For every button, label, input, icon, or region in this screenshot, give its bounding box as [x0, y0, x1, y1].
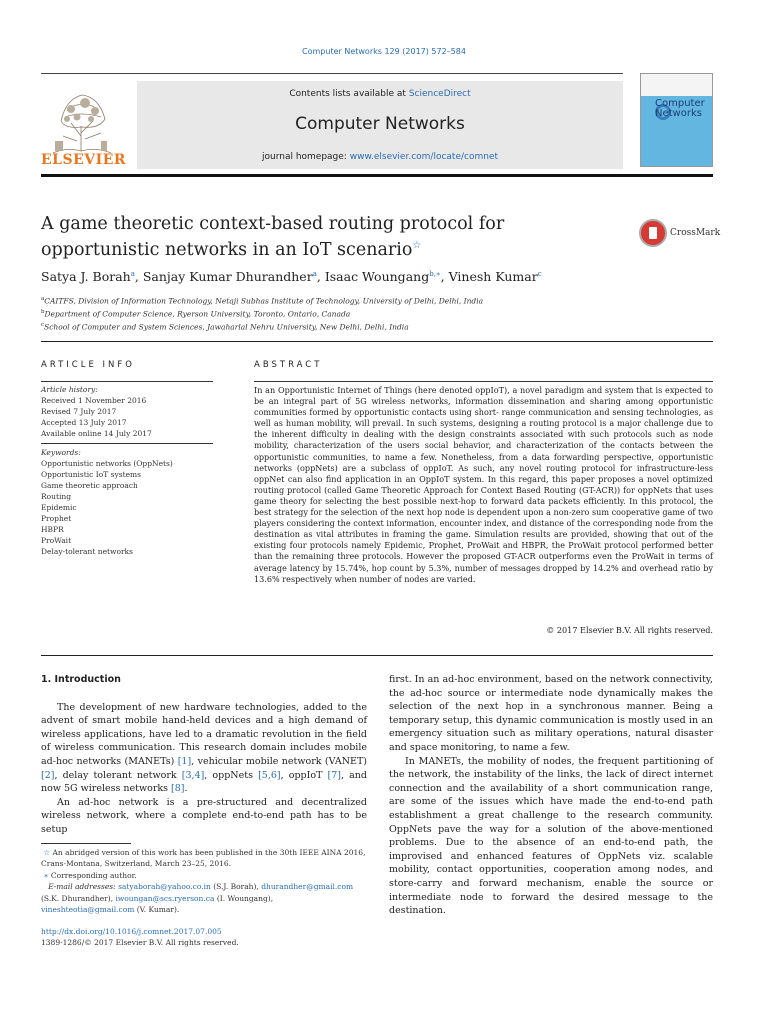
author-name: Vinesh Kumar [448, 269, 538, 284]
reference-link[interactable]: [7] [327, 769, 341, 781]
email-link[interactable]: iwoungan@scs.ryerson.ca [115, 893, 215, 903]
author-name: Isaac Woungang [324, 269, 430, 284]
cover-title-line1: Computer [655, 98, 705, 109]
paragraph-text: , vehicular mobile network (VANET) [191, 755, 367, 767]
doi-link[interactable]: http://dx.doi.org/10.1016/j.comnet.2017.07.005 [41, 927, 222, 936]
keywords-label: Keywords: [41, 448, 81, 457]
corresponding-text: Corresponding author. [50, 870, 137, 880]
email-link[interactable]: dhurandher@gmail.com [261, 882, 354, 892]
history-item: Received 1 November 2016 [41, 396, 147, 405]
affil-text: Department of Computer Science, Ryerson University, Toronto, Ontario, Canada [44, 309, 351, 319]
article-info [41, 381, 213, 557]
author-name: Sanjay Kumar Dhurandher [142, 269, 313, 284]
info-separator [41, 443, 213, 444]
keyword-item[interactable]: Opportunistic IoT systems [41, 470, 141, 479]
masthead-center-box [137, 81, 623, 169]
reference-link[interactable]: [8] [171, 783, 185, 795]
intro-paragraph-2: An ad-hoc network is a pre-structured and decentralized wireless network, where a complete end-to-end path has to be setup [41, 796, 367, 835]
crossmark-badge[interactable] [639, 217, 719, 249]
keyword-item[interactable]: Delay-tolerant networks [41, 547, 133, 556]
author-affil-mark[interactable]: a [130, 269, 135, 278]
keyword-item[interactable]: Prophet [41, 514, 72, 523]
doi-block [41, 926, 239, 949]
cover-title-line2: Networks [655, 108, 702, 119]
contents-line [137, 89, 623, 99]
history-item: Available online 14 July 2017 [41, 429, 152, 438]
abstract-heading: ABSTRACT [254, 360, 323, 370]
masthead-top-rule [41, 73, 623, 74]
contents-prefix: Contents lists available at [289, 89, 409, 99]
issn-line: 1389-1286/© 2017 Elsevier B.V. All rights reserved. [41, 938, 239, 948]
email-addresses [41, 881, 367, 915]
affil-mark: a [41, 296, 45, 302]
crossmark-label: CrossMark [670, 228, 721, 238]
sciencedirect-link[interactable]: ScienceDirect [408, 89, 471, 99]
cover-title [655, 98, 705, 119]
keyword-item[interactable]: Game theoretic approach [41, 481, 138, 490]
homepage-prefix: journal homepage: [261, 152, 350, 162]
affiliation-item [41, 320, 713, 333]
email-owner: (I. Woungang), [214, 893, 274, 903]
journal-citation[interactable]: Computer Networks 129 (2017) 572–584 [302, 47, 466, 56]
keyword-item[interactable]: Opportunistic networks (OppNets) [41, 459, 173, 468]
section-heading-introduction: 1. Introduction [41, 674, 121, 685]
history-item: Accepted 13 July 2017 [41, 418, 127, 427]
paragraph-text: , oppIoT [280, 769, 328, 781]
journal-name: Computer Networks [295, 114, 465, 134]
affiliation-item [41, 307, 713, 320]
paragraph-text: , and now 5G wireless networks [41, 769, 367, 795]
corresponding-footnote: ∗ Corresponding author. [43, 870, 137, 880]
keyword-item[interactable]: Routing [41, 492, 72, 501]
author-list: Satya J. Borah$^a$, Sanjay Kumar Dhurandher$^a$, Isaac Woungang$^{b,∗}$, Vinesh Kumar$^c$ [41, 269, 542, 284]
paragraph-text: . [184, 783, 188, 795]
masthead-bottom-rule [41, 174, 713, 177]
title-footnote: ☆ An abridged version of this work has been published in the 30th IEEE AINA 2016, Crans-Montana, Switzerland, March 23–25, 2016. [41, 848, 366, 869]
affil-mark: c [41, 322, 45, 328]
email-owner: (S.J. Borah), [210, 882, 262, 892]
intro-paragraph-continued: first. In an ad-hoc environment, based on the network connectivity, the ad-hoc source or intermediate node dynamically makes the selection of the next hop in a synchronous manner. Being a temporary setup, this dynamic communication is mostly used in an emergency situation such as military operations, natural disaster and space monitoring, to name a few. [389, 674, 713, 753]
body-right-column [389, 673, 713, 918]
affil-mark: b [41, 309, 45, 315]
abstract-copyright: © 2017 Elsevier B.V. All rights reserved. [546, 625, 713, 635]
affiliations [41, 294, 713, 333]
author-affil-mark[interactable]: c [537, 269, 542, 278]
affil-text: CAITFS, Division of Information Technology, Netaji Subhas Institute of Technology, University of Delhi, Delhi, India [44, 296, 484, 306]
email-owner: (V. Kumar). [134, 905, 180, 915]
abstract-text: In an Opportunistic Internet of Things (here denoted oppIoT), a novel paradigm and system that is expected to be an integral part of 5G wireless networks, information dissemination and sharing among opportunistic communities formed by opportunistic contacts using short- range communication and sensing technologies, as well as human mobility, will prevail. In such systems, designing a routing protocol is a major challenge due to the inherent difficulty in dealing with the design constraints associated with such protocols such as node mobility, characterization of the users social behavior, and characterization of the contacts between the opportunistic communities, to name a few. Nonetheless, from a data forwarding perspective, opportunistic networks (oppNets) are a subclass of oppIoT. As such, any novel routing protocol for infrastructure-less oppNet can also find application in an OppIoT system. In this regard, this paper proposes a novel optimized routing protocol (called Game Theoretic Approach for Context Based Routing (GT-ACR)) for oppNets that uses game theory for selecting the best possible next-hop to forward data packets efficiently. In this protocol, the best strategy for the selection of the next hop node is dependent upon a non-zero sum cooperative game of two players considering the context information, encounter index, and distance of the corresponding node from the destination as vital attributes in framing the game. Simulation results are provided, showing that out of the existing four protocols namely Epidemic, Prophet, ProWait and HBPR, the ProWait protocol performed better than the remaining three protocols. However the proposed GT-ACR outperforms even the ProWait in terms of average latency by 15.74%, hop count by 5.3%, number of messages dropped by 14.2% and overhead ratio by 13.6% respectively when number of nodes are varied. [254, 385, 713, 584]
keyword-list [41, 458, 213, 557]
header-section-rule [41, 341, 713, 342]
homepage-link[interactable]: www.elsevier.com/locate/comnet [349, 152, 499, 162]
paragraph-text: , oppNets [204, 769, 259, 781]
footnotes [41, 847, 367, 915]
journal-masthead [41, 73, 713, 174]
history-item: Revised 7 July 2017 [41, 407, 117, 416]
keyword-item[interactable]: ProWait [41, 536, 72, 545]
intro-paragraph-3: In MANETs, the mobility of nodes, the frequent partitioning of the network, the instability of the links, the lack of direct internet connection and the availability of a short communication range, are some of the issues which have made the end-to-end path establishment a great challenge to the research community. OppNets pave the way for a solution of the above-mentioned problems. Due to the absence of an end-to-end path, the improvised and enhanced features of OppNets viz. scalable mobility, contact opportunities, cooperation among nodes, and store-carry and forward mechanism, enable the source or intermediate node to forward the desired message to the destination. [389, 755, 713, 917]
elsevier-wordmark: ELSEVIER [41, 152, 127, 168]
history-label: Article history: [41, 385, 98, 394]
article-title [41, 213, 611, 261]
reference-link[interactable]: [1] [177, 755, 192, 767]
history-list [41, 395, 213, 439]
email-owner: (S.K. Dhurandher), [41, 893, 116, 903]
footnote-rule [41, 843, 131, 844]
affiliation-item [41, 294, 713, 307]
paragraph-text: The development of new hardware technologies, added to the advent of smart mobile hand-held devices and a high demand of wireless applications, have led to a dramatic revolution in the field of wireless communication. This research domain includes mobile ad-hoc networks (MANETs) [41, 701, 367, 767]
keyword-item[interactable]: HBPR [41, 525, 64, 534]
homepage-line [137, 152, 623, 162]
journal-cover-thumbnail[interactable] [640, 73, 713, 167]
abstract-rule [254, 381, 713, 382]
title-footnote-star[interactable]: ☆ [412, 240, 422, 251]
article-title-text: A game theoretic context-based routing protocol for opportunistic networks in an IoT scenario [41, 214, 505, 260]
email-link[interactable]: satyaborah@yahoo.co.in [118, 882, 211, 892]
author-name: Satya J. Borah [41, 269, 131, 284]
body-left-column [41, 673, 367, 837]
author-affil-mark[interactable]: b,∗ [429, 269, 441, 278]
reference-link[interactable]: [5,6] [258, 769, 281, 781]
article-info-heading: ARTICLE INFO [41, 360, 135, 370]
affil-text: School of Computer and System Sciences, Jawaharlal Nehru University, New Delhi, Delhi, India [44, 322, 409, 332]
author-affil-mark[interactable]: a [312, 269, 317, 278]
email-label: E-mail addresses: [41, 882, 119, 892]
crossmark-icon [639, 219, 667, 247]
title-footnote-text: An abridged version of this work has been published in the 30th IEEE AINA 2016, Crans-Montana, Switzerland, March 23–25, 2016. [41, 848, 366, 869]
reference-link[interactable]: [2] [41, 769, 55, 781]
keyword-item[interactable]: Epidemic [41, 503, 77, 512]
email-link[interactable]: vineshteotia@gmail.com [41, 905, 135, 915]
cover-top-band [641, 74, 712, 96]
intro-paragraph-1 [41, 701, 367, 796]
reference-link[interactable]: [3,4] [181, 769, 205, 781]
abstract-bottom-rule [41, 655, 713, 656]
paragraph-text: , delay tolerant network [54, 769, 182, 781]
